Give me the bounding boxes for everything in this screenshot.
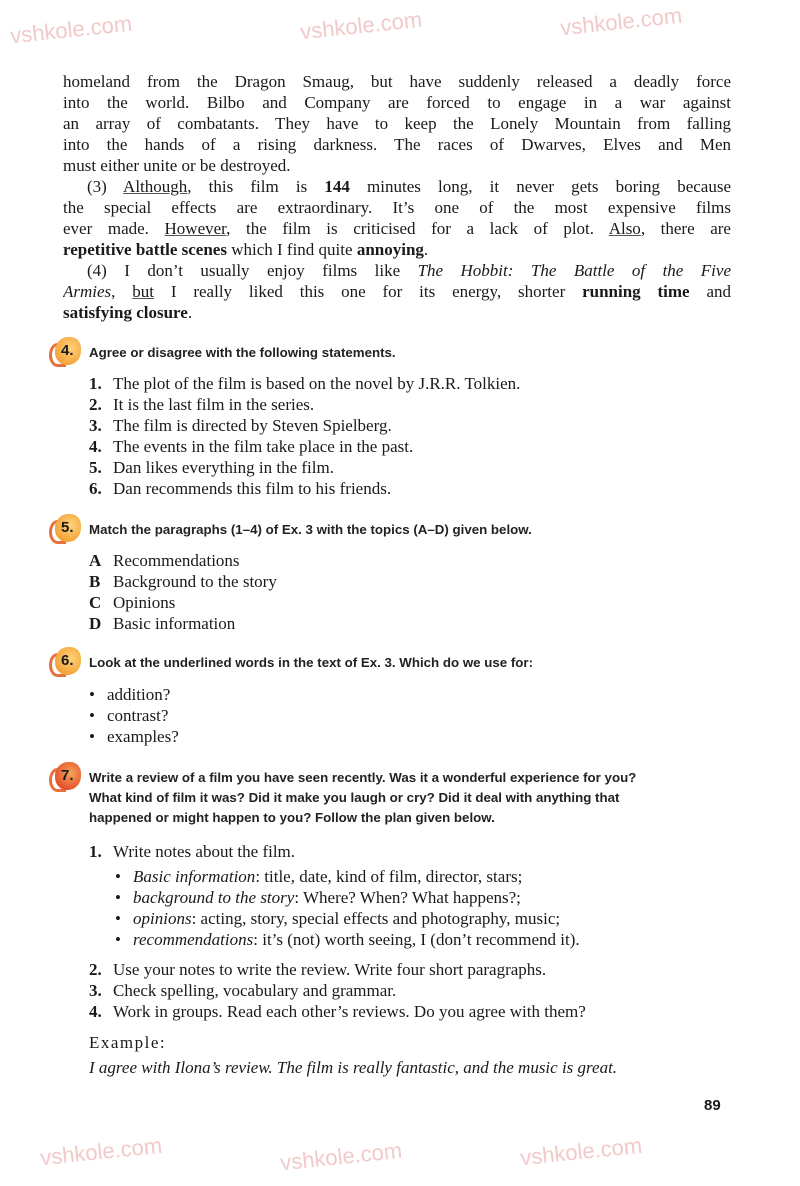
text-line xyxy=(63,71,731,92)
bullet-term: recommendations xyxy=(133,930,254,949)
exercise-7-step-1 xyxy=(89,841,295,862)
text-line xyxy=(63,197,731,218)
list-item xyxy=(89,373,520,394)
exercise-7-steps xyxy=(89,959,586,1022)
bullet-icon: • xyxy=(89,685,95,704)
text-line xyxy=(63,281,731,302)
text-segment: 144 xyxy=(324,177,350,196)
text-segment: repetitive battle scenes xyxy=(63,240,227,259)
bullet-icon: • xyxy=(89,727,95,746)
text-segment: (4) I don’t usually enjoy films like xyxy=(87,261,418,280)
item-number: 4. xyxy=(89,1002,102,1021)
list-item xyxy=(89,980,586,1001)
list-item xyxy=(89,613,277,634)
item-number: 2. xyxy=(89,960,102,979)
exercise-number: 7. xyxy=(61,767,74,784)
text-segment: the special effects are extraordinary. It’s one of the most expensive films xyxy=(63,198,731,217)
bullet-icon: • xyxy=(115,930,121,949)
item-text: Recommendations xyxy=(113,551,240,570)
item-text: The film is directed by Steven Spielberg. xyxy=(113,416,392,435)
list-item xyxy=(89,394,520,415)
text-line xyxy=(63,260,731,281)
instruction-text: Agree or disagree with the following statements. xyxy=(89,345,396,360)
watermark-text: vshkole.com xyxy=(278,1137,404,1176)
item-text: Background to the story xyxy=(113,572,277,591)
text-segment: but xyxy=(132,282,154,301)
watermark-text: vshkole.com xyxy=(298,6,424,45)
exercise-7-instruction xyxy=(61,767,749,828)
bullet-rest: : Where? When? What happens?; xyxy=(294,888,521,907)
text-line xyxy=(63,155,731,176)
bullet-term: Basic information xyxy=(133,867,256,886)
page-number: 89 xyxy=(704,1097,721,1114)
exercise-6-instruction xyxy=(61,652,749,673)
list-item xyxy=(89,1001,586,1022)
list-item xyxy=(89,478,520,499)
text-segment: I really liked this one for its energy, shorter xyxy=(154,282,583,301)
item-number: C xyxy=(89,593,102,612)
text-segment: and xyxy=(689,282,731,301)
bullet-text: examples? xyxy=(107,727,179,746)
watermark-text: vshkole.com xyxy=(558,2,684,41)
exercise-badge-icon xyxy=(49,337,83,367)
item-number: 3. xyxy=(89,981,102,1000)
item-number: B xyxy=(89,572,101,591)
exercise-4-instruction xyxy=(61,342,749,363)
text-segment: However xyxy=(164,219,227,238)
text-line xyxy=(63,113,731,134)
example-text: I agree with Ilona’s review. The film is really fantastic, and the music is great. xyxy=(89,1058,618,1077)
list-item xyxy=(89,841,295,862)
bullet-item xyxy=(89,726,179,747)
text-segment: minutes long, it never gets boring because xyxy=(349,177,731,196)
list-item xyxy=(89,415,520,436)
text-segment: homeland from the Dragon Smaug, but have suddenly released a deadly force xyxy=(63,72,731,91)
text-segment: (3) xyxy=(87,177,124,196)
exercise-number: 4. xyxy=(61,342,74,359)
bullet-text: addition? xyxy=(107,685,171,704)
text-segment: running time xyxy=(582,282,690,301)
text-line xyxy=(63,218,731,239)
exercise-number: 6. xyxy=(61,652,74,669)
review-text xyxy=(63,71,731,323)
text-segment: . xyxy=(423,240,429,259)
instruction-line: Write a review of a film you have seen recently. Was it a wonderful experience for you? xyxy=(89,770,637,785)
item-text: Use your notes to write the review. Write four short paragraphs. xyxy=(113,960,547,979)
watermark-text: vshkole.com xyxy=(518,1132,644,1171)
bullet-icon: • xyxy=(115,909,121,928)
plan-bullet xyxy=(115,866,580,887)
text-line xyxy=(63,239,731,260)
item-number: 2. xyxy=(89,395,102,414)
exercise-4-statements xyxy=(89,373,520,499)
text-line xyxy=(63,134,731,155)
item-number: 5. xyxy=(89,458,102,477)
instruction-line: What kind of film it was? Did it make you laugh or cry? Did it deal with anything that xyxy=(89,790,620,805)
exercise-badge-icon xyxy=(49,647,83,677)
text-line xyxy=(63,176,731,197)
text-segment: , there are xyxy=(640,219,731,238)
item-text: Check spelling, vocabulary and grammar. xyxy=(113,981,397,1000)
text-segment: satisfying closure xyxy=(63,303,188,322)
item-text: Dan likes everything in the film. xyxy=(113,458,334,477)
step-number: 1. xyxy=(89,842,102,861)
text-segment: , the film is criticised for a lack of plot. xyxy=(226,219,609,238)
bullet-text: contrast? xyxy=(107,706,169,725)
item-text: Opinions xyxy=(113,593,176,612)
text-segment: , this film is xyxy=(187,177,325,196)
list-item xyxy=(89,457,520,478)
exercise-5-topics xyxy=(89,550,277,634)
bullet-icon: • xyxy=(115,867,121,886)
item-text: The events in the film take place in the past. xyxy=(113,437,414,456)
text-segment: an array of combatants. They have to keep the Lonely Mountain from falling xyxy=(63,114,731,133)
watermark-text: vshkole.com xyxy=(38,1132,164,1171)
bullet-icon: • xyxy=(115,888,121,907)
item-number: 6. xyxy=(89,479,102,498)
list-item xyxy=(89,436,520,457)
bullet-rest: : it’s (not) worth seeing, I (don’t recommend it). xyxy=(253,930,580,949)
exercise-6-bullets xyxy=(89,684,179,747)
text-segment: . xyxy=(187,303,193,322)
list-item xyxy=(89,571,277,592)
exercise-badge-icon xyxy=(49,762,83,792)
bullet-term: background to the story xyxy=(133,888,295,907)
instruction-text: Look at the underlined words in the text of Ex. 3. Which do we use for: xyxy=(89,655,534,670)
item-text: Basic information xyxy=(113,614,236,633)
bullet-term: opinions xyxy=(133,909,192,928)
item-text: Dan recommends this film to his friends. xyxy=(113,479,392,498)
text-segment: into the world. Bilbo and Company are forced to engage in a war against xyxy=(63,93,731,112)
list-item xyxy=(89,550,277,571)
instruction-line: happened or might happen to you? Follow the plan given below. xyxy=(89,810,495,825)
text-segment: , xyxy=(111,282,133,301)
exercise-5-instruction xyxy=(61,519,749,540)
bullet-item xyxy=(89,705,179,726)
instruction-text: Match the paragraphs (1–4) of Ex. 3 with the topics (A–D) given below. xyxy=(89,522,532,537)
item-number: 1. xyxy=(89,374,102,393)
list-item xyxy=(89,592,277,613)
exercise-badge-icon xyxy=(49,514,83,544)
text-segment: must either unite or be destroyed. xyxy=(63,156,291,175)
text-segment: annoying xyxy=(356,240,424,259)
text-segment: into the hands of a rising darkness. The races of Dwarves, Elves and Men xyxy=(63,135,731,154)
text-segment: Also xyxy=(608,219,641,238)
text-segment: The Hobbit: The Battle of the Five xyxy=(417,261,731,280)
example-label: Example: xyxy=(89,1033,167,1052)
item-text: The plot of the film is based on the novel by J.R.R. Tolkien. xyxy=(113,374,521,393)
bullet-rest: : title, date, kind of film, director, stars; xyxy=(255,867,523,886)
bullet-icon: • xyxy=(89,706,95,725)
item-number: A xyxy=(89,551,102,570)
exercise-7-plan-bullets xyxy=(115,866,580,950)
item-number: D xyxy=(89,614,102,633)
text-segment: ever made. xyxy=(63,219,165,238)
text-segment: which I find quite xyxy=(226,240,357,259)
text-segment: Although xyxy=(123,177,188,196)
item-number: 4. xyxy=(89,437,102,456)
item-text: Work in groups. Read each other’s reviews. Do you agree with them? xyxy=(113,1002,586,1021)
text-segment: Armies xyxy=(63,282,112,301)
text-line xyxy=(63,302,731,323)
plan-bullet xyxy=(115,887,580,908)
exercise-number: 5. xyxy=(61,519,74,536)
plan-bullet xyxy=(115,929,580,950)
text-line xyxy=(63,92,731,113)
bullet-item xyxy=(89,684,179,705)
bullet-rest: : acting, story, special effects and photography, music; xyxy=(191,909,561,928)
item-number: 3. xyxy=(89,416,102,435)
step-text: Write notes about the film. xyxy=(113,842,296,861)
item-text: It is the last film in the series. xyxy=(113,395,315,414)
plan-bullet xyxy=(115,908,580,929)
watermark-text: vshkole.com xyxy=(8,10,134,49)
list-item xyxy=(89,959,586,980)
